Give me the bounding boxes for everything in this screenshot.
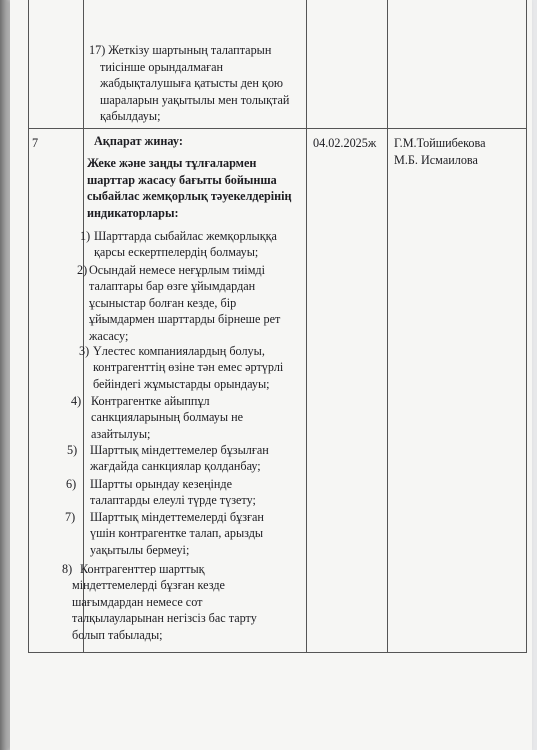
column-divider: [306, 0, 307, 652]
text-line: Контрагентке айыппұл: [91, 394, 210, 408]
list-item: [79, 343, 305, 392]
plan-table: [28, 0, 527, 653]
section-heading: Ақпарат жинау:: [94, 134, 183, 148]
list-item: [71, 393, 305, 442]
list-item-number: 7): [65, 510, 76, 524]
text-line: міндеттемелерді бұзған кезде: [72, 578, 225, 593]
list-item-number: 1): [80, 229, 91, 243]
responsible-name: Г.М.Тойшибекова: [394, 136, 486, 150]
row-number: 7: [32, 136, 39, 150]
text-line: жабдықталушыға қатысты ден қою: [100, 76, 284, 91]
text-line: индикаторлары:: [87, 205, 179, 220]
text-line: ұсыныстар болған кезде, бір: [89, 295, 237, 310]
list-item-number: 8): [62, 562, 73, 576]
text-line: ұйымдармен шарттарды бірнеше рет: [89, 312, 281, 327]
text-line: бейіндегі жұмыстарды орындауы;: [93, 376, 270, 391]
text-line: талқылауларынан негізсіз бас тарту: [72, 611, 257, 626]
text-line: 17) Жеткізу шартының талаптарын: [89, 43, 272, 57]
text-line: Шарттық міндеттемелерді бұзған: [90, 510, 264, 524]
list-item-number: 4): [71, 394, 82, 408]
list-item: [62, 561, 305, 643]
list-item: [80, 228, 305, 261]
list-item-number: 3): [79, 344, 90, 358]
text-line: шарттар жасасу бағыты бойынша: [87, 172, 277, 187]
text-line: Шартты орындау кезеңінде: [90, 477, 232, 491]
text-line: болып табылады;: [72, 627, 163, 642]
text-line: сыбайлас жемқорлық тәуекелдерінің: [87, 189, 292, 204]
deadline-date: 04.02.2025ж: [313, 136, 377, 150]
list-item: [77, 262, 305, 344]
list-item-number: 6): [66, 477, 77, 491]
text-line: контрагенттің өзіне тән емес әртүрлі: [93, 360, 284, 375]
page-edge-shadow: [0, 0, 10, 750]
text-line: Контрагенттер шарттық: [80, 562, 205, 576]
list-item: [66, 476, 305, 509]
text-line: санкцияларының болмауы не: [91, 410, 244, 425]
text-line: Үлестес компаниялардың болуы,: [93, 344, 265, 358]
list-item: [65, 509, 305, 558]
text-line: шараларын уақытылы мен толықтай: [100, 92, 290, 107]
text-line: Шарттарда сыбайлас жемқорлыққа: [94, 229, 277, 243]
responsible-persons: [394, 135, 524, 168]
column-divider: [387, 0, 388, 652]
text-line: азайтылуы;: [91, 426, 151, 441]
text-line: жағдайда санкциялар қолданбау;: [90, 459, 261, 474]
text-line: Жеке және заңды тұлғалармен: [87, 156, 257, 170]
list-item: [67, 442, 305, 475]
text-line: Осындай немесе неғұрлым тиімді: [89, 263, 265, 277]
text-line: талаптарды елеулі түрде түзету;: [90, 493, 256, 508]
text-line: тиісінше орындалмаған: [100, 59, 224, 74]
text-line: жасасу;: [89, 328, 129, 343]
text-line: үшін контрагентке талап, арызды: [90, 526, 264, 541]
item-17-text: [89, 42, 304, 125]
list-item-number: 2): [77, 263, 88, 277]
text-line: уақытылы бермеуі;: [90, 542, 190, 557]
text-line: талаптары бар өзге ұйымдардан: [89, 279, 256, 294]
row-divider: [29, 128, 526, 129]
text-line: қарсы ескертпелердің болмауы;: [94, 245, 259, 260]
text-line: Шарттық міндеттемелер бұзылған: [90, 443, 269, 457]
list-item-number: 5): [67, 443, 78, 457]
text-line: қабылдауы;: [100, 109, 161, 124]
section-subheading: [87, 155, 307, 221]
responsible-name: М.Б. Исмаилова: [394, 152, 478, 167]
text-line: шағымдардан немесе сот: [72, 594, 203, 609]
